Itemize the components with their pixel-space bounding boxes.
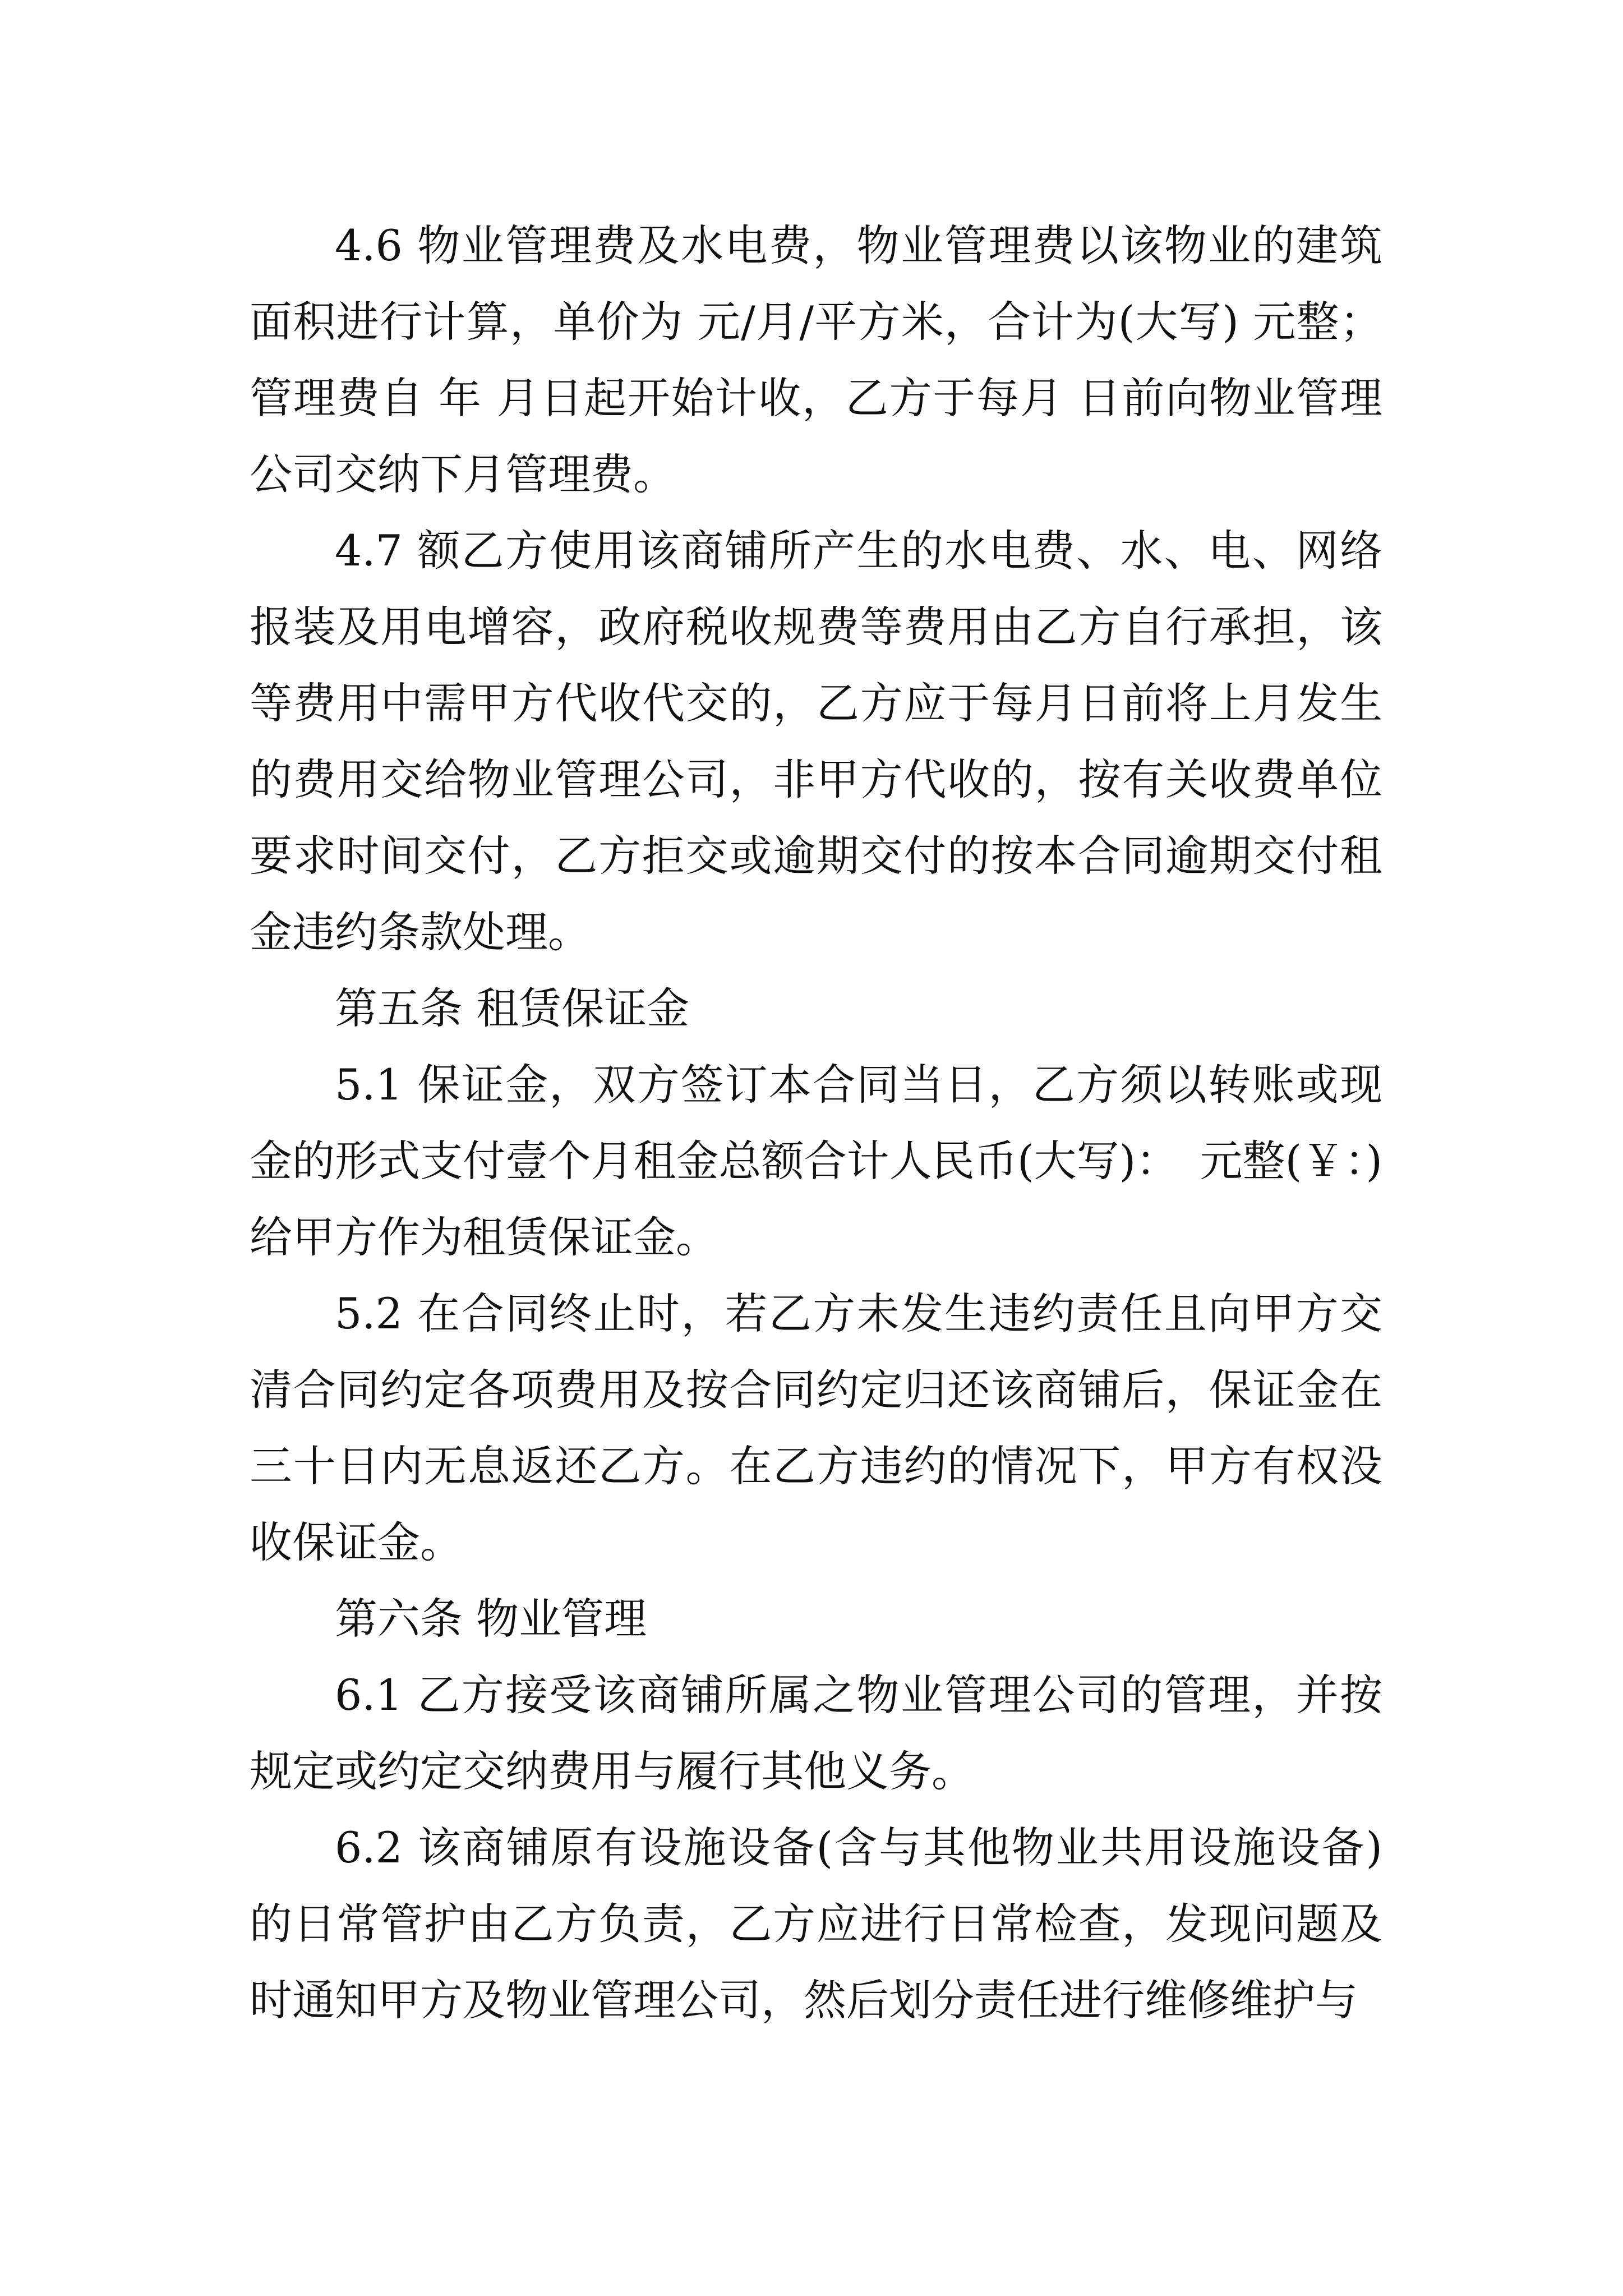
clause-5-2: 5.2 在合同终止时，若乙方未发生违约责任且向甲方交清合同约定各项费用及按合同约定归还该商铺后，保证金在三十日内无息返还乙方。在乙方违约的情况下，甲方有权没收保证金。 (250, 1289, 1382, 1567)
article-5-heading: 第五条 租赁保证金 (335, 983, 690, 1033)
document-body (250, 208, 1382, 2039)
clause-5-1: 5.1 保证金，双方签订本合同当日，乙方须以转账或现金的形式支付壹个月租金总额合计人民币(大写)： 元整(￥：)给甲方作为租赁保证金。 (250, 1060, 1382, 1262)
clause-4-7: 4.7 额乙方使用该商铺所产生的水电费、水、电、网络报装及用电增容，政府税收规费等费用由乙方自行承担，该等费用中需甲方代收代交的，乙方应于每月日前将上月发生的费用交给物业管理公司，非甲方代收的，按有关收费单位要求时间交付，乙方拒交或逾期交付的按本合同逾期交付租金违约条款处理。 (250, 526, 1382, 957)
article-6-heading: 第六条 物业管理 (335, 1594, 647, 1644)
clause-6-2: 6.2 该商铺原有设施设备(含与其他物业共用设施设备)的日常管护由乙方负责，乙方应进行日常检查，发现问题及时通知甲方及物业管理公司，然后划分责任进行维修维护与 (250, 1823, 1382, 2025)
clause-4-6: 4.6 物业管理费及水电费，物业管理费以该物业的建筑面积进行计算，单价为 元/月/平方米，合计为(大写) 元整；管理费自 年 月日起开始计收，乙方于每月 日前向物业管理公司交纳下月管理费。 (250, 220, 1382, 499)
clause-6-1: 6.1 乙方接受该商铺所属之物业管理公司的管理，并按规定或约定交纳费用与履行其他义务。 (250, 1670, 1382, 1796)
